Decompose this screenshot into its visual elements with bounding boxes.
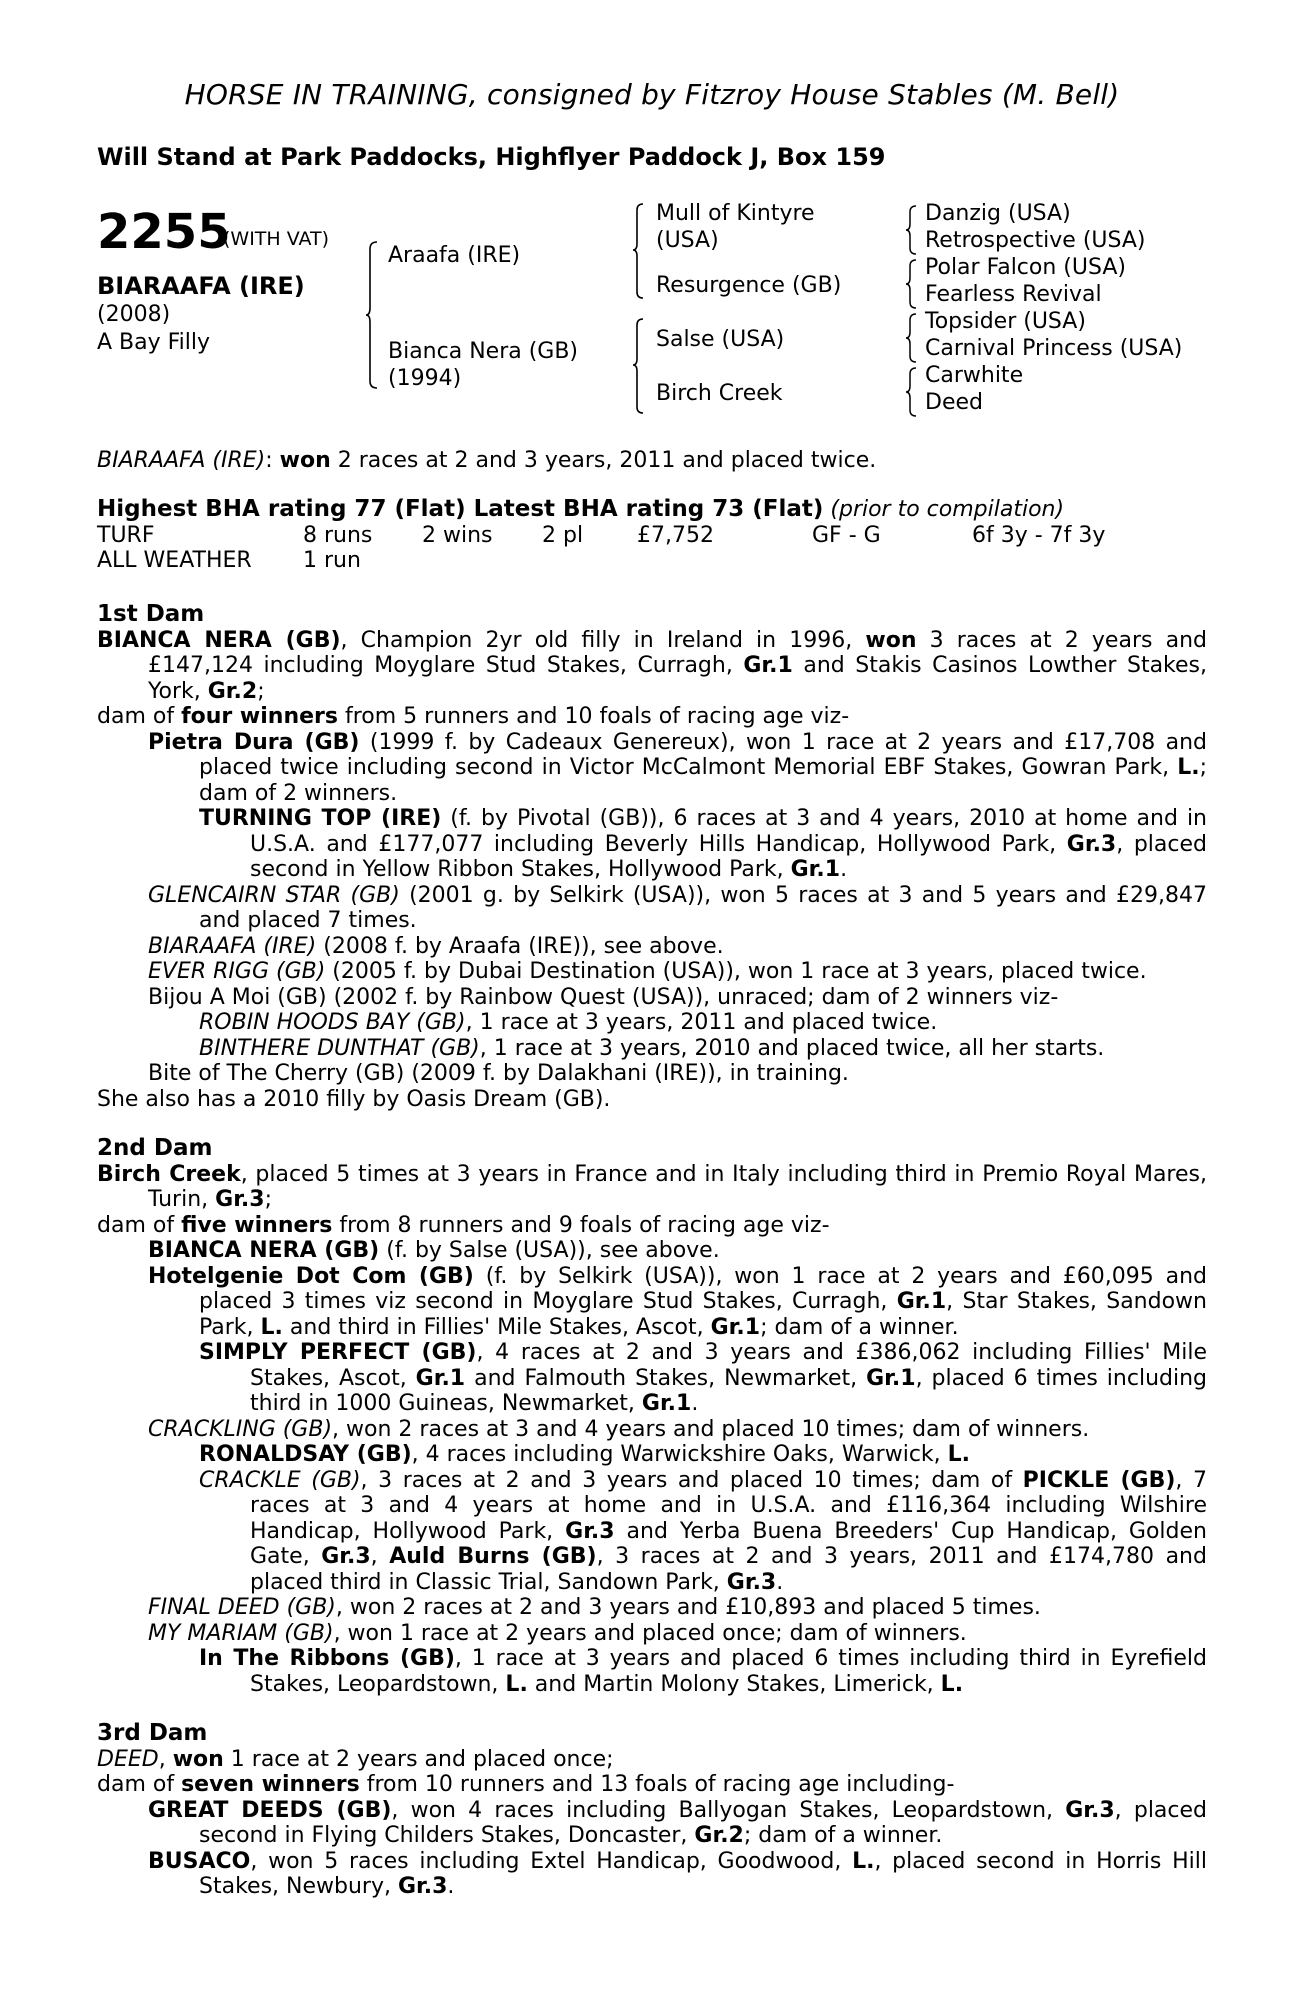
produce-entry: RONALDSAY (GB), 4 races including Warwickshire Oaks, Warwick, L.	[199, 1442, 971, 1467]
bracket-g3-4	[905, 366, 919, 418]
all-weather-row: ALL WEATHER 1 run	[97, 548, 361, 573]
dam-name: Bianca Nera (GB)	[388, 339, 579, 364]
ggd-1: Retrospective (USA)	[925, 228, 1146, 253]
lot-number: 2255	[97, 204, 231, 260]
produce-entry: FINAL DEED (GB), won 2 races at 2 and 3 years and £10,893 and placed 5 times.	[148, 1595, 1041, 1620]
ggd-4: Deed	[925, 390, 983, 415]
second-dam-section	[97, 1136, 1207, 1697]
produce-entry: CRACKLING (GB), won 2 races at 3 and 4 years and placed 10 times; dam of winners.	[148, 1416, 1090, 1442]
dam-dam: Birch Creek	[656, 381, 783, 406]
vat-note: (WITH VAT)	[223, 228, 330, 250]
produce-entry: BIANCA NERA (GB) (f. by Salse (USA)), see above.	[148, 1238, 720, 1263]
produce-entry: Bijou A Moi (GB) (2002 f. by Rainbow Quest (USA)), unraced; dam of 2 winners viz-	[148, 984, 1059, 1010]
produce-entry: BINTHERE DUNTHAT (GB), 1 race at 3 years, 2010 and placed twice, all her starts.	[199, 1035, 1105, 1061]
dam-sire: Salse (USA)	[656, 327, 785, 352]
sire-sire-origin: (USA)	[656, 228, 719, 253]
produce-entry: In The Ribbons (GB), 1 race at 3 years and placed 6 times including third in Eyrefield Stakes, Leopardstown, L. and Martin Molony Stakes, Limerick, L.	[199, 1646, 1207, 1697]
ggs-3: Topsider (USA)	[925, 309, 1086, 334]
produce-entry: GLENCAIRN STAR (GB) (2001 g. by Selkirk (USA)), won 5 races at 3 and 5 years and £29,847 and placed 7 times.	[148, 882, 1207, 933]
produce-entry: GREAT DEEDS (GB), won 4 races including Ballyogan Stakes, Leopardstown, Gr.3, placed second in Flying Childers Stakes, Doncaster, Gr.2; dam of a winner.	[148, 1797, 1208, 1848]
second-dam-heading: 2nd Dam	[97, 1135, 213, 1161]
produce-note: She also has a 2010 filly by Oasis Dream (GB).	[97, 1086, 611, 1112]
produce-entry: ROBIN HOODS BAY (GB), 1 race at 3 years, 2011 and placed twice.	[199, 1010, 938, 1035]
produce-entry: Bite of The Cherry (GB) (2009 f. by Dalakhani (IRE)), in training.	[148, 1061, 849, 1086]
produce-entry: BIARAAFA (IRE) (2008 f. by Araafa (IRE)), see above.	[148, 933, 724, 959]
rating-note: (prior to compilation)	[830, 497, 1065, 522]
bracket-sire	[632, 202, 646, 302]
horse-name: BIARAAFA (IRE)	[97, 272, 305, 300]
rating-heading: Highest BHA rating 77 (Flat) Latest BHA rating 73 (Flat)	[97, 496, 824, 522]
third-dam-section	[97, 1721, 1207, 1900]
produce-entry: TURNING TOP (IRE) (f. by Pivotal (GB)), 6 races at 3 and 4 years, 2010 at home and in U.S.A. and £177,077 including Beverly Hills Handicap, Hollywood Park, Gr.3, placed second in Yellow Ribbon Stakes, Hollywood Park, Gr.1.	[199, 806, 1208, 882]
bracket-main	[365, 240, 381, 390]
dam-year: (1994)	[388, 366, 462, 391]
race-summary: BIARAAFA (IRE): won 2 races at 2 and 3 years, 2011 and placed twice.	[97, 448, 877, 473]
ratings-block	[97, 497, 1207, 574]
produce-entry: Hotelgenie Dot Com (GB) (f. by Selkirk (USA)), won 1 race at 2 years and £60,095 and placed 3 times viz second in Moyglare Stud Stakes, Curragh, Gr.1, Star Stakes, Sandown Park, L. and third in Fillies' Mile Stakes, Ascot, Gr.1; dam of a winner.	[148, 1263, 1207, 1340]
first-dam-section	[97, 602, 1207, 1112]
third-dam-entry: DEED, won 1 race at 2 years and placed once;	[97, 1746, 614, 1772]
bracket-g3-1	[905, 204, 919, 256]
produce-entry: BUSACO, won 5 races including Extel Handicap, Goodwood, L., placed second in Horris Hill Stakes, Newbury, Gr.3.	[148, 1848, 1207, 1899]
third-dam-produce-summary: dam of seven winners from 10 runners and 13 foals of racing age including-	[97, 1772, 955, 1797]
horse-year: (2008)	[97, 302, 171, 327]
third-dam-heading: 3rd Dam	[97, 1720, 208, 1746]
ggs-1: Danzig (USA)	[925, 201, 1071, 226]
produce-entry: MY MARIAM (GB), won 1 race at 2 years and placed once; dam of winners.	[148, 1620, 967, 1646]
bracket-g3-2	[905, 258, 919, 310]
produce-entry: CRACKLE (GB), 3 races at 2 and 3 years and placed 10 times; dam of PICKLE (GB), 7 races at 3 and 4 years at home and in U.S.A. and £116,364 including Wilshire Handicap, Hollywood Park, Gr.3 and Yerba Buena Breeders' Cup Handicap, Golden Gate, Gr.3, Auld Burns (GB), 3 races at 2 and 3 years, 2011 and £174,780 and placed third in Classic Trial, Sandown Park, Gr.3.	[199, 1467, 1208, 1595]
first-dam-produce-summary: dam of four winners from 5 runners and 10 foals of racing age viz-	[97, 704, 850, 729]
produce-entry: Pietra Dura (GB) (1999 f. by Cadeaux Genereux), won 1 race at 2 years and £17,708 and placed twice including second in Victor McCalmont Memorial EBF Stakes, Gowran Park, L.; dam of 2 winners.	[148, 729, 1207, 806]
ggs-2: Polar Falcon (USA)	[925, 255, 1126, 280]
ggd-3: Carnival Princess (USA)	[925, 336, 1183, 361]
turf-row: TURF 8 runs 2 wins 2 pl £7,752 GF - G 6f 3y - 7f 3y	[97, 522, 1106, 548]
bracket-dam	[632, 317, 646, 417]
sire-sire: Mull of Kintyre	[656, 201, 815, 226]
page-header: HORSE IN TRAINING, consigned by Fitzroy House Stables (M. Bell)	[184, 78, 1120, 111]
first-dam-heading: 1st Dam	[97, 601, 205, 627]
ggd-2: Fearless Revival	[925, 282, 1102, 307]
horse-description: A Bay Filly	[97, 330, 211, 355]
sire-dam: Resurgence (GB)	[656, 273, 842, 298]
stand-location: Will Stand at Park Paddocks, Highflyer Paddock J, Box 159	[97, 143, 886, 171]
produce-entry: EVER RIGG (GB) (2005 f. by Dubai Destination (USA)), won 1 race at 3 years, placed twice.	[148, 959, 1147, 984]
pedigree-table	[97, 200, 1207, 430]
first-dam-entry: BIANCA NERA (GB), Champion 2yr old filly in Ireland in 1996, won 3 races at 2 years and £147,124 including Moyglare Stud Stakes, Curragh, Gr.1 and Stakis Casinos Lowther Stakes, York, Gr.2;	[97, 627, 1208, 704]
second-dam-produce-summary: dam of five winners from 8 runners and 9 foals of racing age viz-	[97, 1212, 830, 1238]
produce-entry: SIMPLY PERFECT (GB), 4 races at 2 and 3 years and £386,062 including Fillies' Mile Stakes, Ascot, Gr.1 and Falmouth Stakes, Newmarket, Gr.1, placed 6 times including third in 1000 Guineas, Newmarket, Gr.1.	[199, 1340, 1208, 1416]
ggs-4: Carwhite	[925, 363, 1024, 388]
second-dam-entry: Birch Creek, placed 5 times at 3 years in France and in Italy including third in Premio Royal Mares, Turin, Gr.3;	[97, 1161, 1207, 1212]
sire-name: Araafa (IRE)	[388, 243, 521, 268]
bracket-g3-3	[905, 312, 919, 364]
